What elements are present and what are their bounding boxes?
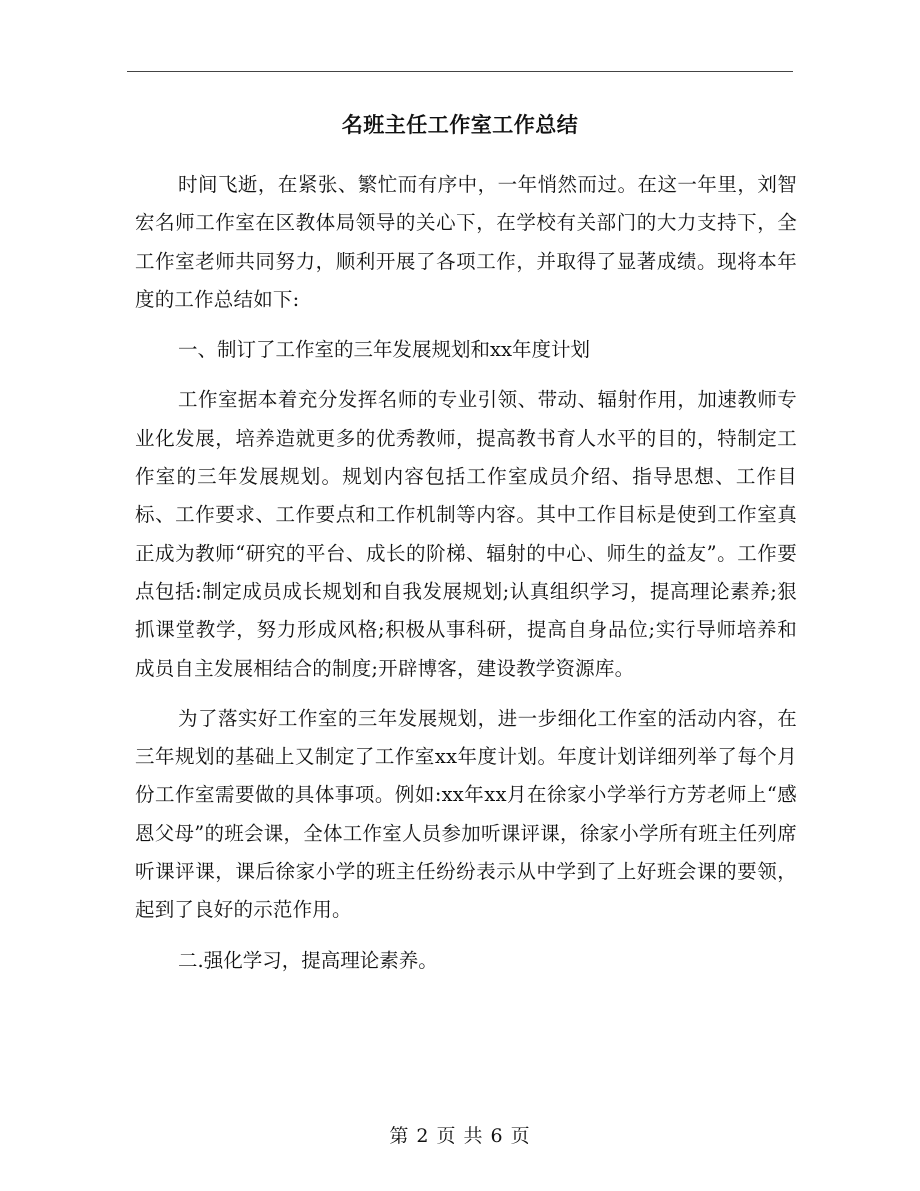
section-heading-2: 二.强化学习，提高理论素养。	[178, 948, 438, 972]
header-rule	[127, 71, 793, 72]
intro-paragraph: 时间飞逝，在紧张、繁忙而有序中，一年悄然而过。在这一年里，刘智宏名师工作室在区教体局领导的关心下，在学校有关部门的大力支持下，全工作室老师共同努力，顺利开展了各项工作，并取得了显著成绩。现将本年度的工作总结如下:	[135, 173, 797, 311]
document-body	[135, 166, 797, 980]
page-number: 第 2 页 共 6 页	[389, 1125, 531, 1147]
page-title: 名班主任工作室工作总结	[341, 113, 579, 137]
body-paragraph-annual-plan: 为了落实好工作室的三年发展规划，进一步细化工作室的活动内容，在三年规划的基础上又制定了工作室xx年度计划。年度计划详细列举了每个月份工作室需要做的具体事项。例如:xx年xx月在徐家小学举行方芳老师上“感恩父母”的班会课，全体工作室人员参加听课评课，徐家小学所有班主任列席听课评课，课后徐家小学的班主任纷纷表示从中学到了上好班会课的要领，起到了良好的示范作用。	[135, 706, 797, 922]
section-heading-1: 一、制订了工作室的三年发展规划和xx年度计划	[178, 338, 590, 362]
body-paragraph-planning: 工作室据本着充分发挥名师的专业引领、带动、辐射作用，加速教师专业化发展，培养造就更多的优秀教师，提高教书育人水平的目的，特制定工作室的三年发展规划。规划内容包括工作室成员介绍、指导思想、工作目标、工作要求、工作要点和工作机制等内容。其中工作目标是使到工作室真正成为教师“研究的平台、成长的阶梯、辐射的中心、师生的益友”。工作要点包括:制定成员成长规划和自我发展规划;认真组织学习，提高理论素养;狠抓课堂教学，努力形成风格;积极从事科研，提高自身品位;实行导师培养和成员自主发展相结合的制度;开辟博客，建设教学资源库。	[135, 388, 797, 680]
